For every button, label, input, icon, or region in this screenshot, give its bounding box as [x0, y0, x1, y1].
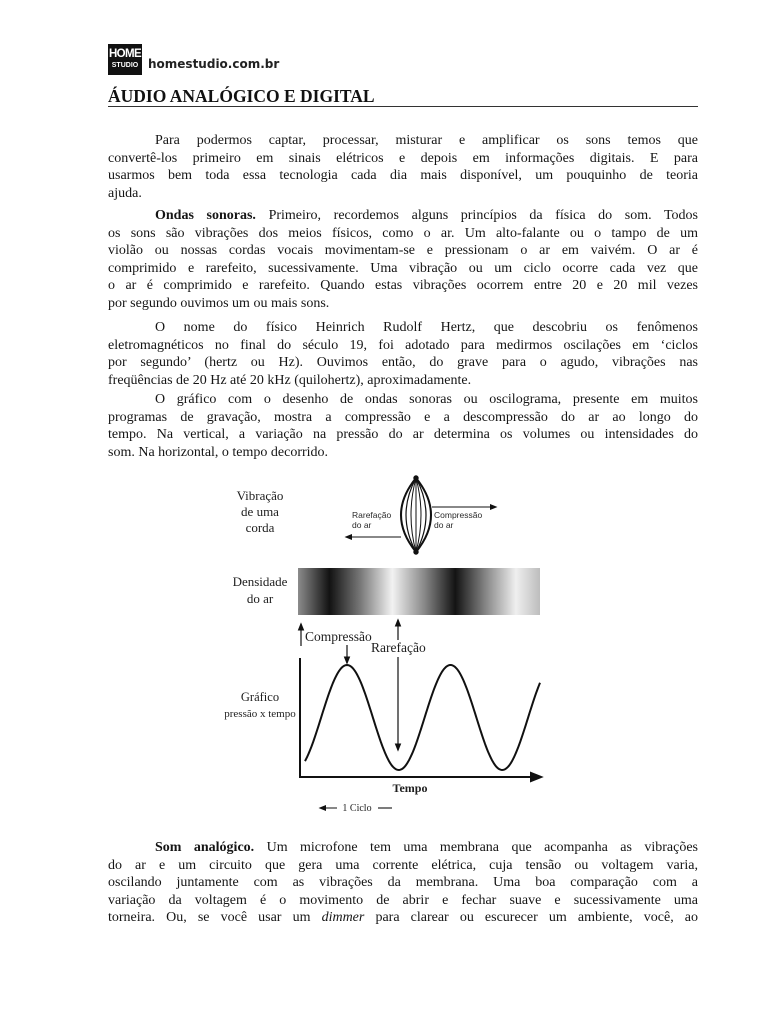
- paragraph-sound-waves: [108, 207, 698, 312]
- text-segment: Um microfone tem uma membrana que acompanha as vibrações: [266, 840, 698, 855]
- text-line: oscilando juntamente com as vibrações da membrana. Uma boa comparação com a: [108, 875, 698, 890]
- density-label-line: Densidade: [232, 574, 288, 589]
- text-line: ajuda.: [108, 185, 142, 201]
- compression-note-line: Compressão: [434, 510, 483, 520]
- rarefaction-label: Rarefação: [371, 640, 426, 655]
- site-name: homestudio.com.br: [148, 57, 280, 71]
- text-line: [108, 207, 698, 225]
- paragraph-analog-sound: [108, 839, 698, 927]
- time-axis-label: Tempo: [392, 781, 428, 795]
- paragraph-lead: Ondas sonoras.: [155, 208, 256, 223]
- text-line: tempo. Na vertical, a variação na pressão do ar determina os volumes ou intensidades do: [108, 427, 698, 442]
- text-line: O nome do físico Heinrich Rudolf Hertz, que descobriu os fenômenos: [155, 320, 698, 335]
- rarefaction-note-line: Rarefação: [352, 510, 392, 520]
- vibration-label-line: Vibração: [236, 488, 284, 503]
- text-line: [108, 909, 698, 927]
- text-line: [108, 839, 698, 857]
- logo-text-top: HOME: [108, 48, 142, 60]
- vibration-label-line: de uma: [241, 504, 279, 519]
- text-line: convertê-los primeiro em sinais elétricos e depois em informações digitais. E para: [108, 150, 698, 166]
- text-line: por segundo’ (hertz ou Hz). Ouvimos então, do grave para o agudo, vibrações nas: [108, 355, 698, 370]
- text-line: O gráfico com o desenho de ondas sonoras ou oscilograma, presente em muitos: [155, 392, 698, 407]
- text-line: som. Na horizontal, o tempo decorrido.: [108, 444, 329, 460]
- homestudio-logo: [108, 44, 142, 75]
- page-title: ÁUDIO ANALÓGICO E DIGITAL: [108, 86, 375, 106]
- text-segment: Primeiro, recordemos alguns princípios da física do som. Todos: [268, 208, 698, 223]
- string-inner-right: [416, 478, 421, 552]
- vibration-label-line: corda: [245, 520, 275, 535]
- vibrating-string-icon: [401, 476, 431, 554]
- string-inner-left: [411, 478, 416, 552]
- compression-label: Compressão: [305, 629, 372, 644]
- paragraph-oscillogram: [108, 391, 698, 461]
- cycle-label: 1 Ciclo: [342, 803, 372, 814]
- text-line: por segundo ouvimos um ou mais sons.: [108, 295, 330, 311]
- emphasis-term: dimmer: [321, 910, 365, 925]
- string-bottom-anchor: [414, 550, 418, 554]
- text-segment: torneira. Ou, se você usar um: [108, 910, 311, 925]
- text-line: os sons são vibrações dos meios físicos, como o ar. Um alto-falante ou o tampo de um: [108, 225, 698, 241]
- graph-label-line: Gráfico: [240, 690, 280, 704]
- text-line: eletromagnéticos no final do século 19, foi adotado para medirmos oscilações em ‘ciclos: [108, 337, 698, 353]
- sound-wave-diagram: [220, 470, 560, 830]
- compression-note-line: do ar: [434, 520, 454, 530]
- air-density-band: [298, 568, 540, 615]
- text-line: comprimido e rarefeito, sucessivamente. Uma vibração ou um ciclo ocorre cada vez que: [108, 260, 698, 276]
- logo-text-bottom: STUDIO: [111, 62, 139, 69]
- text-line: o ar é comprimido e rarefeito. Quando estas vibrações ocorrem entre 20 e 20 mil vezes: [108, 278, 698, 293]
- string-top-anchor: [414, 476, 418, 480]
- graph-label-line: pressão x tempo: [224, 708, 296, 720]
- text-line: usarmos bem toda essa tecnologia cada dia mais disponível, um pouquinho de teoria: [108, 168, 698, 183]
- text-line: do ar e um circuito que gera uma corrente elétrica, cuja tensão ou voltagem varia,: [108, 857, 698, 873]
- pressure-wave: [305, 665, 540, 770]
- title-underline: [108, 106, 698, 107]
- rarefaction-note-line: do ar: [352, 520, 372, 530]
- text-line: Para podermos captar, processar, misturar e amplificar os sons temos que: [155, 133, 698, 148]
- paragraph-hertz: [108, 319, 698, 389]
- paragraph-lead: Som analógico.: [155, 840, 255, 855]
- paragraph-intro: [108, 132, 698, 202]
- text-line: freqüências de 20 Hz até 20 kHz (quilohertz), aproximadamente.: [108, 372, 472, 388]
- text-line: variação da voltagem é o movimento de abrir e fechar suave e sucessivamente uma: [108, 892, 698, 908]
- density-label-line: do ar: [246, 591, 274, 606]
- text-segment: para clarear ou escurecer um ambiente, você, ao: [375, 910, 698, 925]
- text-line: violão ou nossas cordas vocais movimentam-se e pressionam o ar em vaivém. O ar é: [108, 243, 698, 258]
- text-line: programas de gravação, mostra a compressão e a descompressão do ar ao longo do: [108, 409, 698, 425]
